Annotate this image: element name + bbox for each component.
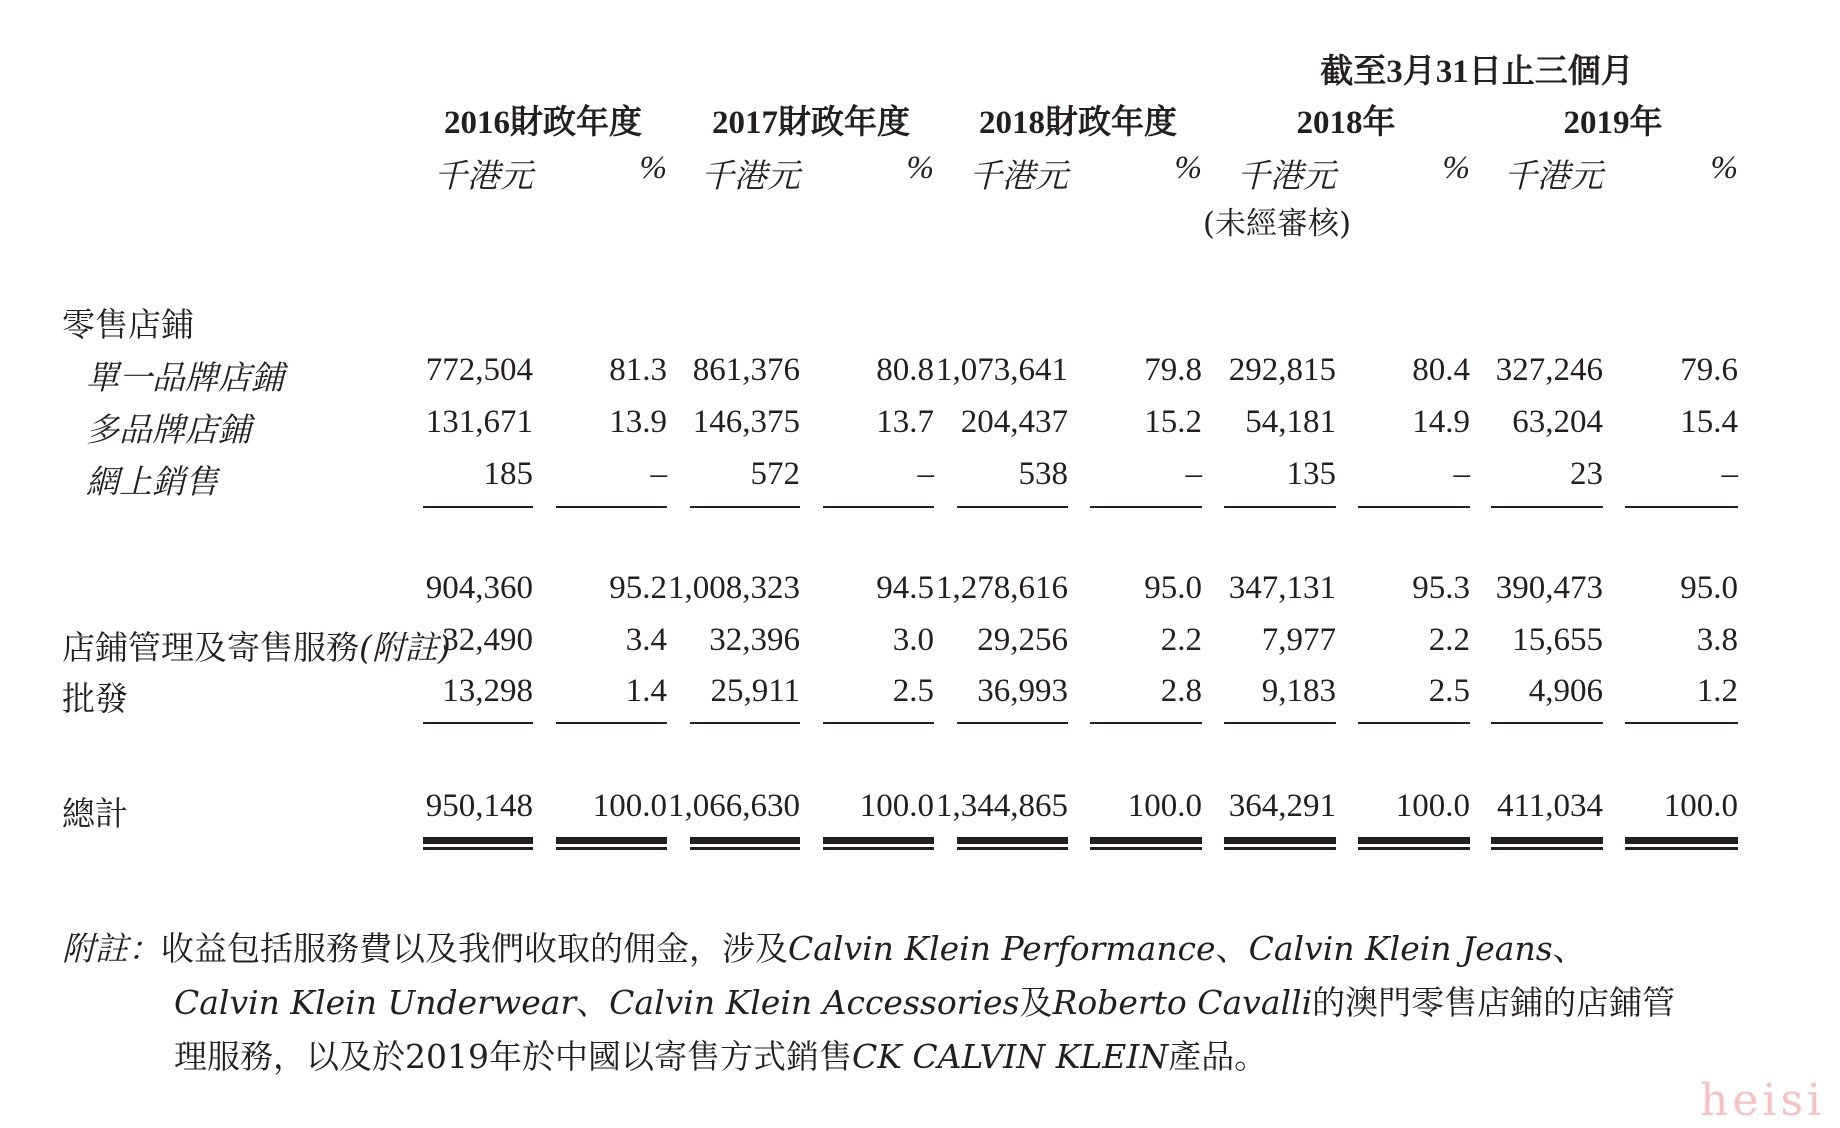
pct-unit-fy2016: % — [639, 150, 667, 186]
footnote-brand-5: Roberto Cavalli — [1052, 983, 1313, 1022]
cell-multi-brand-3: 13.7 — [876, 404, 934, 440]
footnote-brand-4: Calvin Klein Accessories — [609, 983, 1020, 1022]
cell-store-mgmt-3: 3.0 — [892, 622, 934, 658]
rule-under-wholesale-3 — [823, 722, 934, 724]
cell-single-brand-7: 80.4 — [1412, 352, 1470, 388]
cell-store-mgmt-0: 32,490 — [442, 622, 533, 658]
cell-retail-subtotal-7: 95.3 — [1412, 570, 1470, 606]
cell-total-6: 364,291 — [1228, 788, 1336, 824]
cell-store-mgmt-4: 29,256 — [977, 622, 1068, 658]
footnote-text-4: 產品。 — [1168, 1037, 1268, 1076]
rule-under-online-6 — [1224, 506, 1336, 508]
store-mgmt-text: 店鋪管理及寄售服務 — [62, 628, 359, 667]
cell-store-mgmt-9: 3.8 — [1696, 622, 1738, 658]
double-rule-total-6 — [1224, 837, 1336, 850]
cell-retail-subtotal-2: 1,008,323 — [668, 570, 800, 606]
cell-total-7: 100.0 — [1395, 788, 1470, 824]
cell-multi-brand-9: 15.4 — [1680, 404, 1738, 440]
cell-retail-subtotal-3: 94.5 — [876, 570, 934, 606]
cell-single-brand-3: 80.8 — [876, 352, 934, 388]
period-header-fy2017: 2017財政年度 — [712, 105, 910, 141]
period-header-q1-2018: 2018年 — [1296, 105, 1396, 141]
cell-total-0: 950,148 — [425, 788, 533, 824]
rule-under-wholesale-0 — [423, 722, 533, 724]
cell-single-brand-2: 861,376 — [692, 352, 800, 388]
cell-online-5: – — [1185, 456, 1202, 492]
rule-under-wholesale-9 — [1625, 722, 1738, 724]
amount-unit-fy2017: 千港元 — [701, 159, 800, 195]
double-rule-total-8 — [1491, 837, 1603, 850]
rule-under-online-8 — [1491, 506, 1603, 508]
period-header-fy2016: 2016財政年度 — [444, 105, 642, 141]
cell-single-brand-4: 1,073,641 — [936, 352, 1068, 388]
footnote-line-1 — [62, 922, 1586, 976]
row-label-total: 總計 — [62, 794, 128, 833]
cell-wholesale-2: 25,911 — [710, 673, 800, 709]
cell-retail-subtotal-1: 95.2 — [609, 570, 667, 606]
footnote-brand-1: Calvin Klein Performance — [788, 929, 1216, 968]
cell-total-2: 1,066,630 — [668, 788, 800, 824]
cell-online-0: 185 — [483, 456, 533, 492]
footnote-text-2: 的澳門零售店鋪的店鋪管 — [1312, 983, 1676, 1022]
cell-single-brand-0: 772,504 — [425, 352, 533, 388]
double-rule-total-0 — [423, 837, 533, 850]
footnote-text-1: 收益包括服務費以及我們收取的佣金，涉及 — [161, 929, 788, 968]
footnote-brand-2: Calvin Klein Jeans — [1248, 929, 1553, 968]
rule-under-online-3 — [823, 506, 934, 508]
pct-unit-q1-2019: % — [1710, 150, 1738, 186]
footnote-text-3: 理服務，以及於2019年於中國以寄售方式銷售 — [174, 1037, 852, 1076]
footnote-brand-3: Calvin Klein Underwear — [174, 983, 577, 1022]
rule-under-wholesale-1 — [556, 722, 667, 724]
double-rule-total-2 — [690, 837, 800, 850]
store-mgmt-note-ref: (附註) — [359, 628, 451, 667]
cell-single-brand-6: 292,815 — [1228, 352, 1336, 388]
cell-wholesale-0: 13,298 — [442, 673, 533, 709]
period-header-fy2018: 2018財政年度 — [979, 105, 1177, 141]
cell-multi-brand-6: 54,181 — [1245, 404, 1336, 440]
cell-store-mgmt-5: 2.2 — [1160, 622, 1202, 658]
row-label-wholesale: 批發 — [62, 679, 128, 718]
cell-total-4: 1,344,865 — [936, 788, 1068, 824]
cell-wholesale-8: 4,906 — [1528, 673, 1603, 709]
cell-total-8: 411,034 — [1496, 788, 1603, 824]
footnote-brand-6: CK CALVIN KLEIN — [851, 1037, 1169, 1076]
cell-online-7: – — [1453, 456, 1470, 492]
cell-total-1: 100.0 — [592, 788, 667, 824]
row-label-store-mgmt — [62, 622, 451, 669]
rule-under-wholesale-4 — [957, 722, 1068, 724]
footnote-line-3 — [174, 1030, 1267, 1084]
watermark: heisi — [1700, 1075, 1826, 1126]
rule-under-online-5 — [1090, 506, 1202, 508]
double-rule-total-1 — [556, 837, 667, 850]
cell-multi-brand-8: 63,204 — [1512, 404, 1603, 440]
pct-unit-q1-2018: % — [1442, 150, 1470, 186]
cell-online-3: – — [917, 456, 934, 492]
cell-multi-brand-0: 131,671 — [425, 404, 533, 440]
rule-under-online-1 — [556, 506, 667, 508]
pct-unit-fy2017: % — [906, 150, 934, 186]
pct-unit-fy2018: % — [1174, 150, 1202, 186]
cell-retail-subtotal-0: 904,360 — [425, 570, 533, 606]
rule-under-wholesale-6 — [1224, 722, 1336, 724]
footnote-prefix: 附註： — [62, 929, 161, 968]
footnote-sep-2: 、 — [1552, 929, 1586, 968]
unaudited-note: (未經審核) — [1202, 206, 1352, 242]
cell-multi-brand-4: 204,437 — [960, 404, 1068, 440]
cell-wholesale-4: 36,993 — [977, 673, 1068, 709]
cell-online-6: 135 — [1286, 456, 1336, 492]
cell-online-9: – — [1721, 456, 1738, 492]
three-months-caption: 截至3月31日止三個月 — [1320, 54, 1634, 90]
cell-single-brand-5: 79.8 — [1144, 352, 1202, 388]
cell-multi-brand-7: 14.9 — [1412, 404, 1470, 440]
cell-wholesale-5: 2.8 — [1160, 673, 1202, 709]
double-rule-total-7 — [1358, 837, 1470, 850]
rule-under-online-9 — [1625, 506, 1738, 508]
cell-online-1: – — [650, 456, 667, 492]
cell-store-mgmt-8: 15,655 — [1512, 622, 1603, 658]
cell-total-5: 100.0 — [1127, 788, 1202, 824]
cell-single-brand-8: 327,246 — [1495, 352, 1603, 388]
cell-multi-brand-1: 13.9 — [609, 404, 667, 440]
cell-online-4: 538 — [1018, 456, 1068, 492]
cell-online-2: 572 — [750, 456, 800, 492]
footnote-sep-3: 、 — [576, 983, 610, 1022]
cell-store-mgmt-2: 32,396 — [709, 622, 800, 658]
period-header-q1-2019: 2019年 — [1563, 105, 1663, 141]
footnote-sep-1: 、 — [1215, 929, 1249, 968]
cell-retail-subtotal-9: 95.0 — [1680, 570, 1738, 606]
double-rule-total-5 — [1090, 837, 1202, 850]
cell-online-8: 23 — [1570, 456, 1603, 492]
rule-under-online-0 — [423, 506, 533, 508]
rule-under-wholesale-5 — [1090, 722, 1202, 724]
cell-store-mgmt-6: 7,977 — [1261, 622, 1336, 658]
cell-total-9: 100.0 — [1663, 788, 1738, 824]
cell-wholesale-7: 2.5 — [1428, 673, 1470, 709]
cell-store-mgmt-7: 2.2 — [1428, 622, 1470, 658]
double-rule-total-9 — [1625, 837, 1738, 850]
rule-under-wholesale-7 — [1358, 722, 1470, 724]
footnote-and: 及 — [1019, 983, 1053, 1022]
rule-under-online-2 — [690, 506, 800, 508]
amount-unit-fy2016: 千港元 — [434, 159, 533, 195]
rule-under-online-7 — [1358, 506, 1470, 508]
amount-unit-fy2018: 千港元 — [969, 159, 1068, 195]
cell-total-3: 100.0 — [859, 788, 934, 824]
cell-retail-subtotal-5: 95.0 — [1144, 570, 1202, 606]
cell-retail-subtotal-6: 347,131 — [1228, 570, 1336, 606]
retail-heading: 零售店鋪 — [62, 305, 194, 344]
cell-single-brand-1: 81.3 — [609, 352, 667, 388]
cell-wholesale-3: 2.5 — [892, 673, 934, 709]
cell-store-mgmt-1: 3.4 — [625, 622, 667, 658]
row-label-online: 網上銷售 — [86, 462, 218, 501]
rule-under-wholesale-8 — [1491, 722, 1603, 724]
cell-wholesale-9: 1.2 — [1696, 673, 1738, 709]
rule-under-online-4 — [957, 506, 1068, 508]
double-rule-total-3 — [823, 837, 934, 850]
double-rule-total-4 — [957, 837, 1068, 850]
cell-retail-subtotal-8: 390,473 — [1495, 570, 1603, 606]
cell-multi-brand-2: 146,375 — [692, 404, 800, 440]
cell-wholesale-6: 9,183 — [1261, 673, 1336, 709]
cell-single-brand-9: 79.6 — [1680, 352, 1738, 388]
amount-unit-q1-2019: 千港元 — [1504, 159, 1603, 195]
cell-multi-brand-5: 15.2 — [1144, 404, 1202, 440]
cell-retail-subtotal-4: 1,278,616 — [936, 570, 1068, 606]
rule-under-wholesale-2 — [690, 722, 800, 724]
row-label-multi-brand: 多品牌店鋪 — [86, 410, 251, 449]
row-label-single-brand: 單一品牌店鋪 — [86, 358, 284, 397]
amount-unit-q1-2018: 千港元 — [1237, 159, 1336, 195]
cell-wholesale-1: 1.4 — [625, 673, 667, 709]
footnote-line-2 — [174, 976, 1675, 1030]
